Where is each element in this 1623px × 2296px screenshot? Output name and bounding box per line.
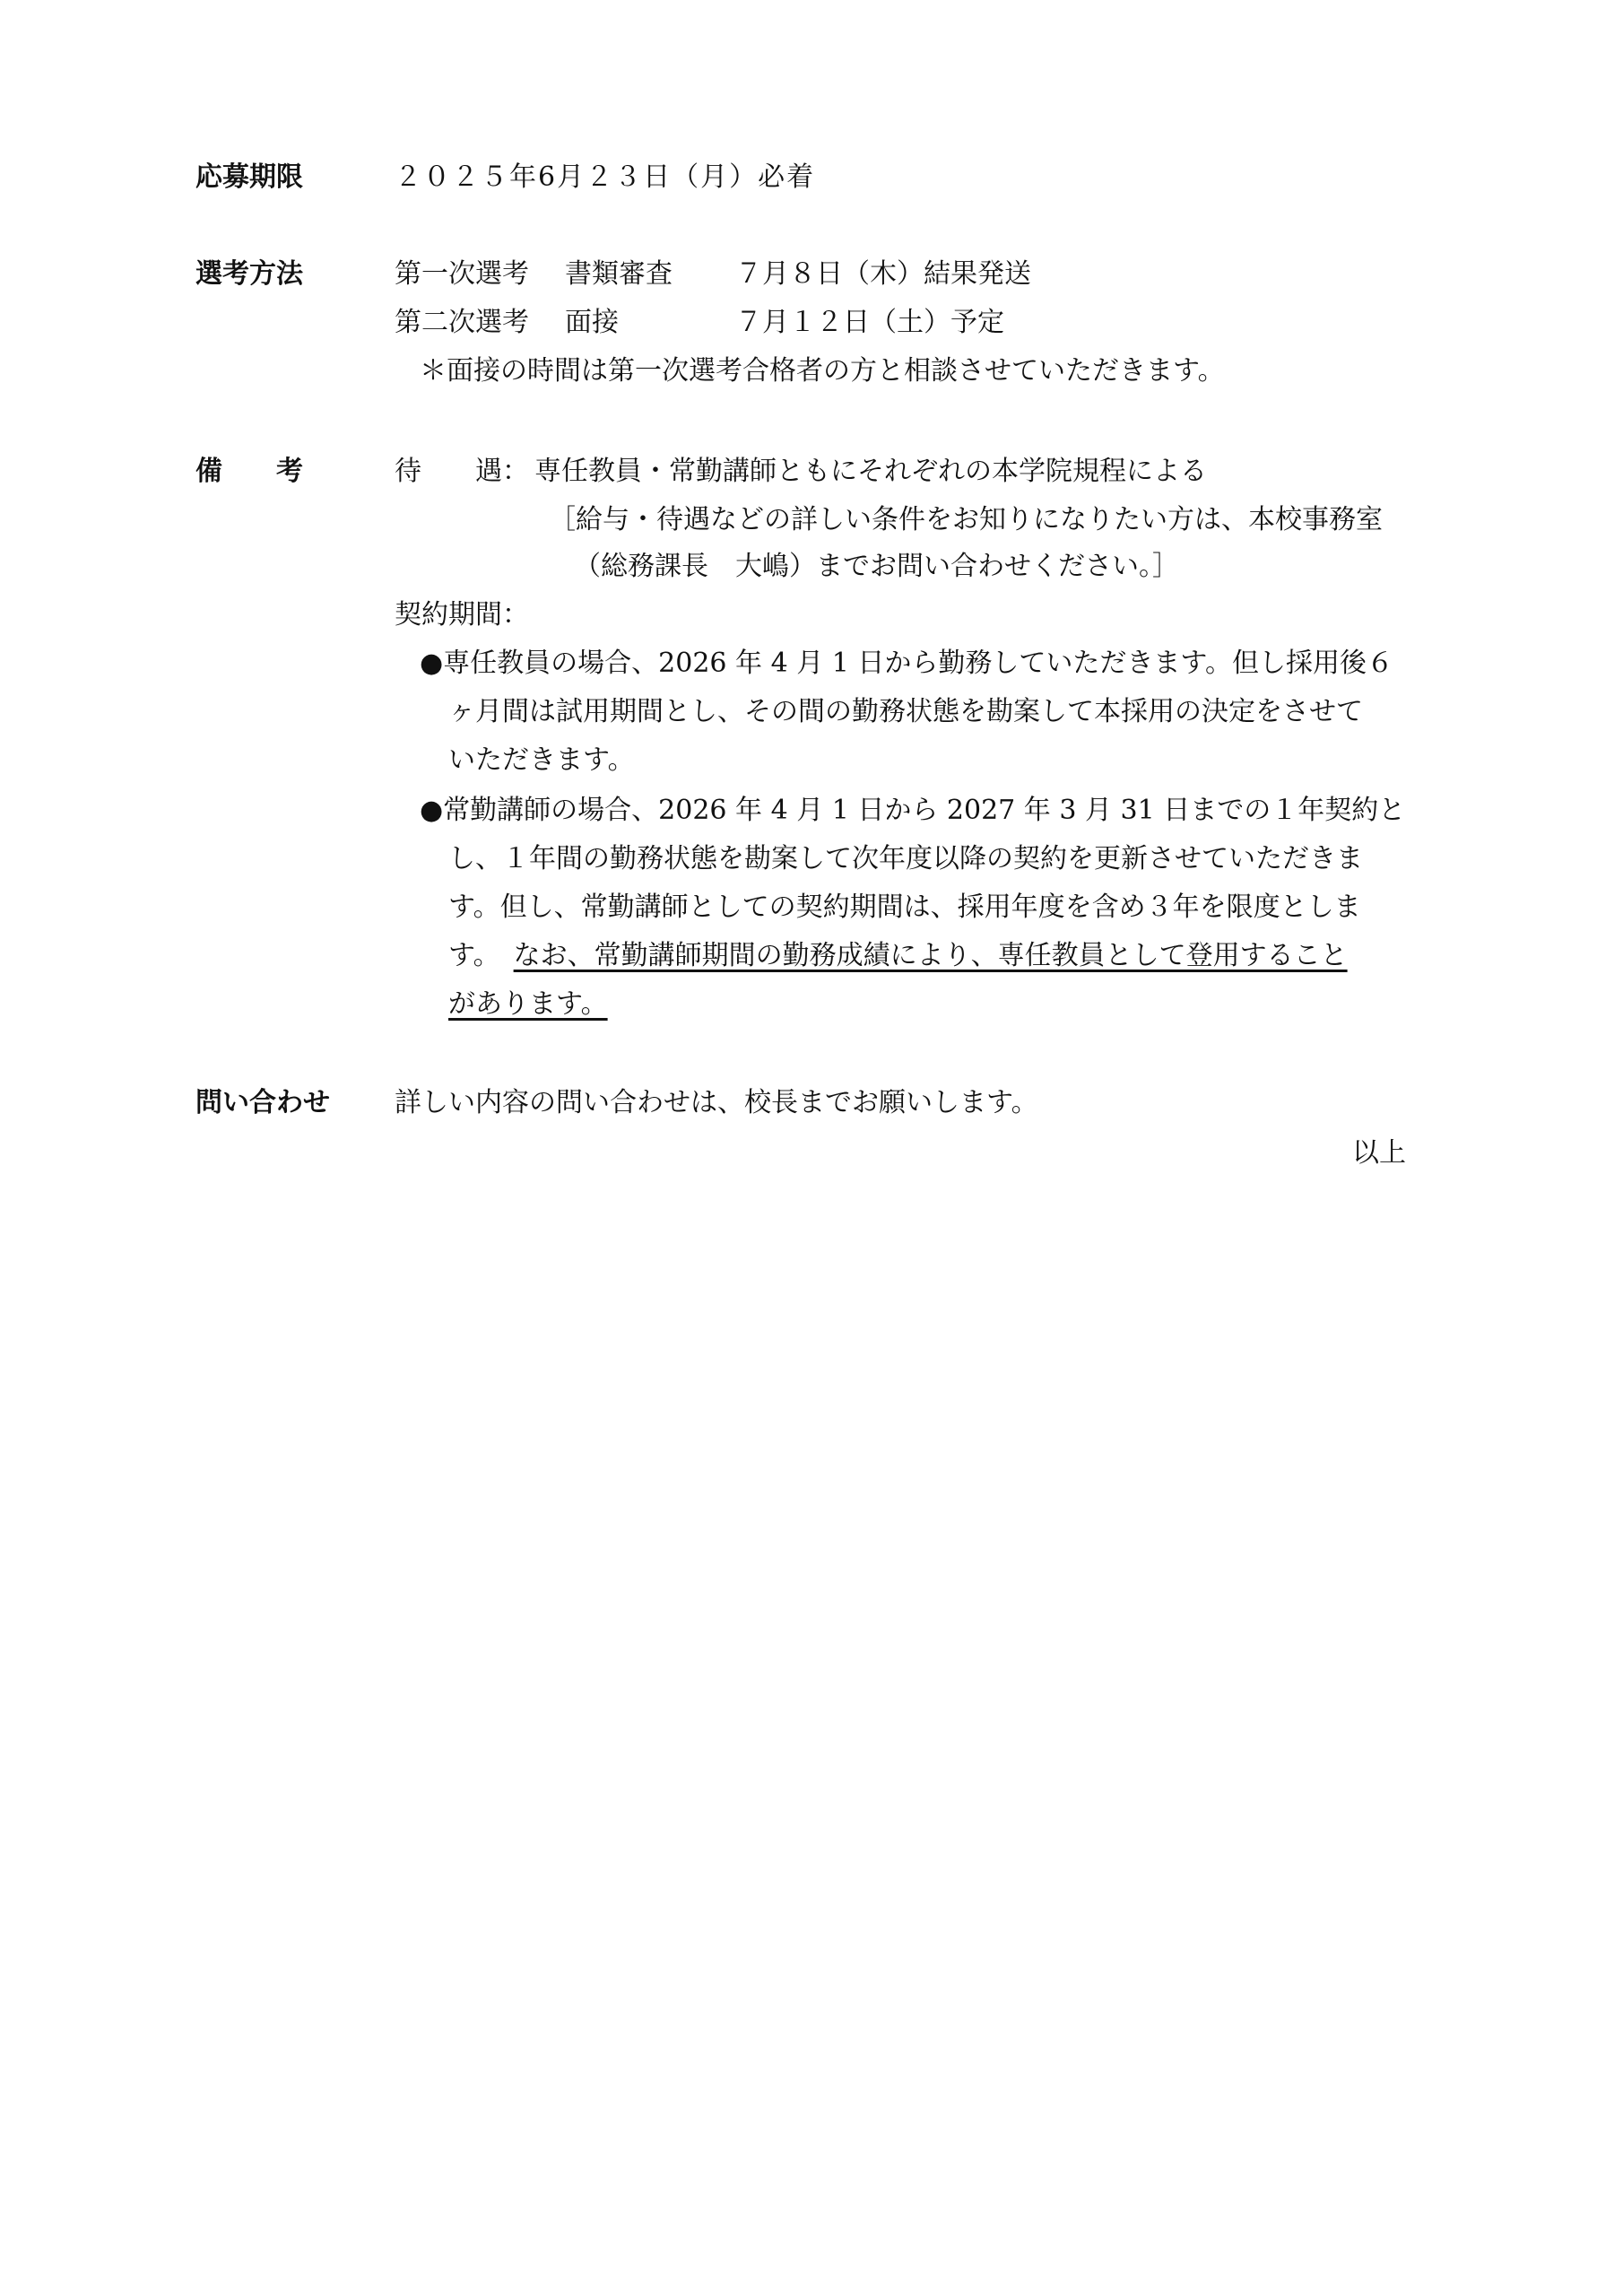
first-method: 書類審査	[565, 258, 673, 290]
lecturer-line-4-underlined: なお、常勤講師期間の勤務成績により、専任教員として登用すること	[513, 940, 1348, 971]
lecturer-line-3: す。但し、常勤講師としての契約期間は、採用年度を含め３年を限度としま	[448, 891, 1361, 923]
remarks-label: 備 考	[195, 456, 303, 487]
inquiry-text: 詳しい内容の問い合わせは、校長までお願いします。	[395, 1087, 1038, 1118]
lecturer-line-4-plain: す。	[448, 940, 514, 971]
second-method: 面接	[565, 307, 619, 338]
treatment-label: 待 遇：	[395, 456, 529, 487]
deadline-value: ２０２５年6月２３日（月）必着	[395, 161, 816, 193]
first-stage: 第一次選考	[395, 258, 529, 290]
deadline-label: 応募期限	[195, 161, 303, 193]
treatment-note-2: （総務課長 大嶋）までお問い合わせください。］	[574, 551, 1179, 582]
second-stage: 第二次選考	[395, 307, 529, 338]
lecturer-line-4	[448, 938, 1348, 974]
inquiry-label: 問い合わせ	[195, 1087, 330, 1118]
closing-text: 以上	[1352, 1137, 1406, 1169]
selection-label: 選考方法	[195, 258, 303, 290]
treatment-text: 専任教員・常勤講師ともにそれぞれの本学院規程による	[534, 456, 1207, 487]
fulltime-line-1: ●専任教員の場合、2026 年 4 月 1 日から勤務していただきます。但し採用後６	[420, 648, 1393, 679]
lecturer-line-1: ●常勤講師の場合、2026 年 4 月 1 日から 2027 年 3 月 31 日までの１年契約と	[420, 795, 1406, 826]
fulltime-line-3: いただきます。	[448, 744, 635, 776]
contract-label: 契約期間：	[395, 599, 529, 631]
fulltime-line-2: ヶ月間は試用期間とし、その間の勤務状態を勘案して本採用の決定をさせて	[448, 696, 1363, 727]
second-result: ７月１２日（土）予定	[735, 307, 1004, 338]
interview-note: ＊面接の時間は第一次選考合格者の方と相談させていただきます。	[420, 355, 1225, 387]
lecturer-line-5: があります。	[448, 988, 608, 1020]
lecturer-line-2: し、１年間の勤務状態を勘案して次年度以降の契約を更新させていただきま	[448, 843, 1363, 874]
treatment-note-1: ［給与・待遇などの詳しい条件をお知りになりたい方は、本校事務室	[549, 504, 1383, 535]
first-result: ７月８日（木）結果発送	[735, 258, 1031, 290]
